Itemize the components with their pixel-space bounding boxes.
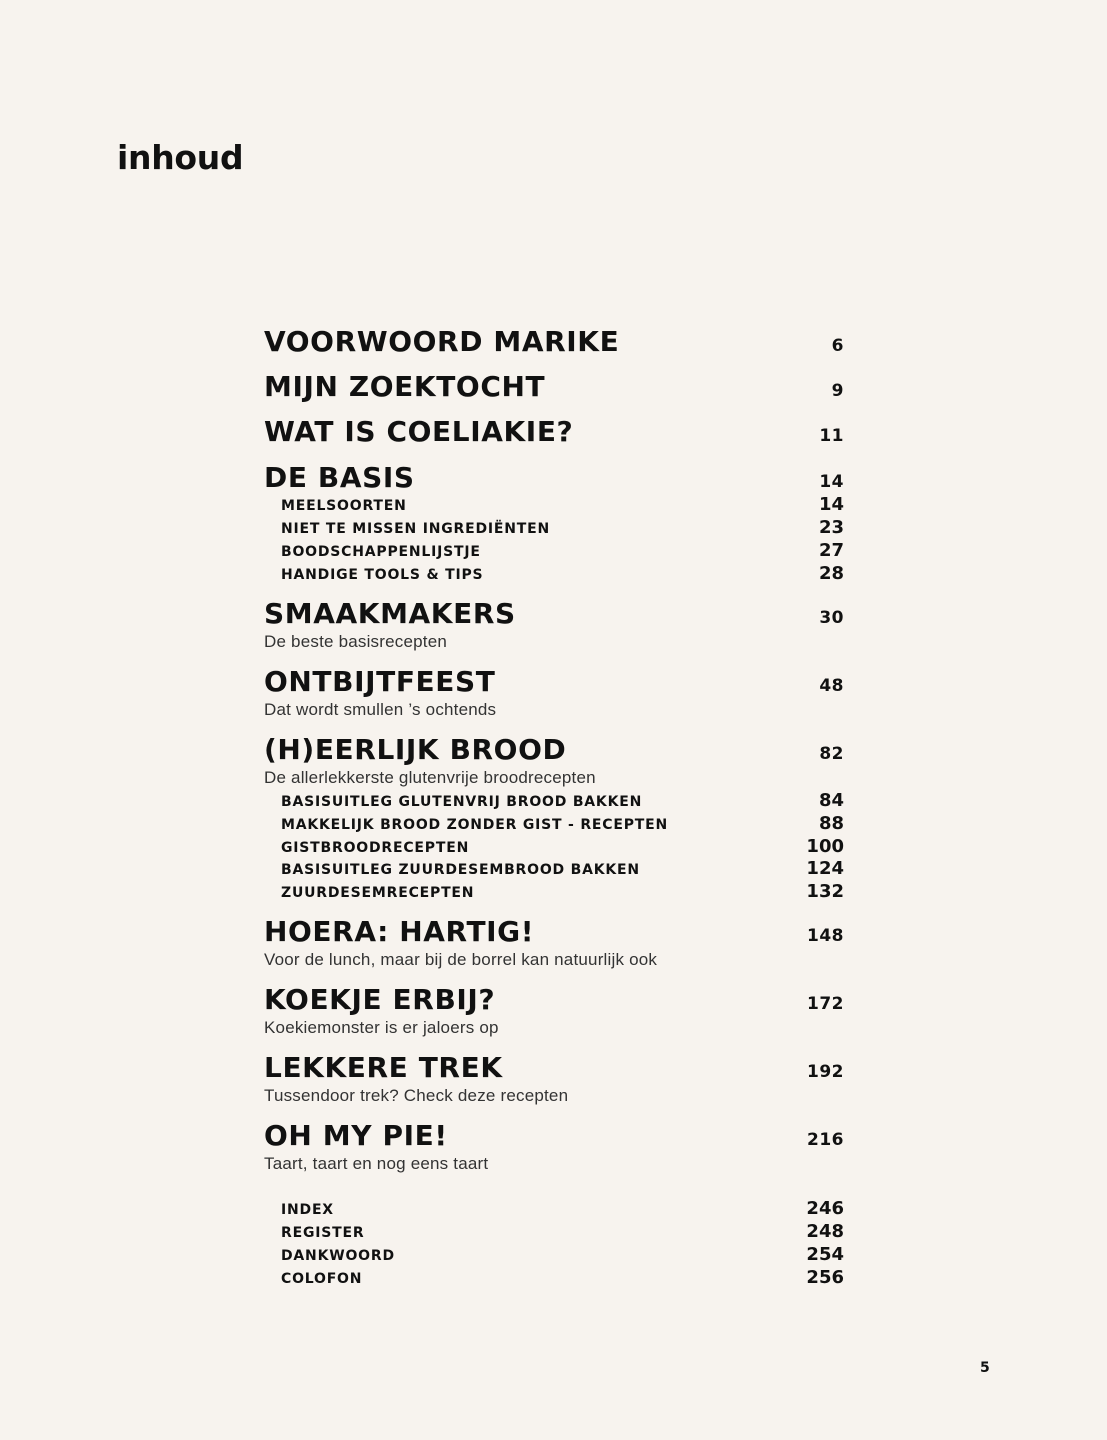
toc-subentry[interactable] xyxy=(281,813,844,836)
toc-subentry-title: ZUURDESEMRECEPTEN xyxy=(281,885,475,901)
toc-entry[interactable] xyxy=(264,914,844,950)
toc-backmatter-page: 248 xyxy=(806,1221,844,1242)
toc-subentry-page: 88 xyxy=(818,813,844,834)
toc-entry[interactable] xyxy=(264,324,844,360)
toc-subentry-title: MEELSOORTEN xyxy=(281,498,407,514)
toc-subentry-title: GISTBROODRECEPTEN xyxy=(281,840,470,856)
toc-backmatter-entry[interactable] xyxy=(281,1244,844,1267)
toc-entry-page: 14 xyxy=(819,472,844,492)
toc-entry-title: MIJN ZOEKTOCHT xyxy=(264,370,546,403)
toc-subentry-title: MAKKELIJK BROOD ZONDER GIST - RECEPTEN xyxy=(281,817,669,833)
toc-subentry-title: BOODSCHAPPENLIJSTJE xyxy=(281,544,481,560)
toc-entry-title: DE BASIS xyxy=(264,461,415,494)
toc-subentry-title: HANDIGE TOOLS & TIPS xyxy=(281,567,484,583)
toc-entry-page: 48 xyxy=(819,676,844,696)
toc-entry-subtitle: Voor de lunch, maar bij de borrel kan natuurlijk ook xyxy=(264,950,658,969)
toc-backmatter-entry[interactable] xyxy=(281,1267,844,1290)
toc-entry-page: 11 xyxy=(819,426,844,446)
toc-subentry[interactable] xyxy=(281,790,844,813)
toc-entry-subtitle: Taart, taart en nog eens taart xyxy=(264,1154,489,1173)
toc-backmatter-title: REGISTER xyxy=(281,1225,365,1241)
toc-backmatter-entry[interactable] xyxy=(281,1198,844,1221)
toc-entry[interactable] xyxy=(264,664,844,700)
toc-backmatter-entry[interactable] xyxy=(281,1221,844,1244)
toc-entry-title: (H)EERLIJK BROOD xyxy=(264,733,567,766)
toc-entry-page: 30 xyxy=(819,608,844,628)
toc-subentry-page: 23 xyxy=(818,517,844,538)
toc-backmatter-page: 246 xyxy=(806,1198,844,1219)
toc-entry-subtitle: De allerlekkerste glutenvrije broodrecepten xyxy=(264,768,596,787)
toc-subentry[interactable] xyxy=(281,836,844,859)
table-of-contents xyxy=(264,0,844,1440)
page-number: 5 xyxy=(980,1360,990,1376)
toc-subentry-title: BASISUITLEG GLUTENVRIJ BROOD BAKKEN xyxy=(281,794,643,810)
toc-backmatter-title: DANKWOORD xyxy=(281,1248,395,1264)
toc-subentry-page: 124 xyxy=(806,858,844,879)
toc-subentry[interactable] xyxy=(281,494,844,517)
toc-subentry[interactable] xyxy=(281,563,844,586)
toc-entry[interactable] xyxy=(264,369,844,405)
toc-entry-subtitle: Koekiemonster is er jaloers op xyxy=(264,1018,499,1037)
toc-subentry[interactable] xyxy=(281,858,844,881)
toc-entry[interactable] xyxy=(264,460,844,496)
toc-entry-page: 9 xyxy=(831,381,844,401)
toc-subentry[interactable] xyxy=(281,540,844,563)
toc-entry-title: LEKKERE TREK xyxy=(264,1051,503,1084)
toc-entry[interactable] xyxy=(264,414,844,450)
toc-entry[interactable] xyxy=(264,982,844,1018)
toc-entry-title: SMAAKMAKERS xyxy=(264,597,516,630)
toc-entry-page: 172 xyxy=(807,994,844,1014)
toc-entry-subtitle: De beste basisrecepten xyxy=(264,632,448,651)
toc-subentry[interactable] xyxy=(281,517,844,540)
toc-subentry-page: 28 xyxy=(818,563,844,584)
toc-entry[interactable] xyxy=(264,1118,844,1154)
toc-subentry-title: NIET TE MISSEN INGREDIËNTEN xyxy=(281,521,551,537)
toc-entry-title: OH MY PIE! xyxy=(264,1119,448,1152)
toc-backmatter-page: 254 xyxy=(806,1244,844,1265)
toc-entry-page: 148 xyxy=(807,926,844,946)
toc-entry[interactable] xyxy=(264,596,844,632)
toc-backmatter-title: COLOFON xyxy=(281,1271,363,1287)
toc-backmatter-page: 256 xyxy=(806,1267,844,1288)
toc-backmatter-title: INDEX xyxy=(281,1202,334,1218)
page-title: inhoud xyxy=(117,138,244,177)
toc-subentry[interactable] xyxy=(281,881,844,904)
toc-subentry-title: BASISUITLEG ZUURDESEMBROOD BAKKEN xyxy=(281,862,640,878)
toc-entry-subtitle: Tussendoor trek? Check deze recepten xyxy=(264,1086,569,1105)
toc-subentry-page: 100 xyxy=(806,836,844,857)
toc-entry-page: 192 xyxy=(807,1062,844,1082)
toc-subentry-page: 132 xyxy=(806,881,844,902)
toc-entry-title: VOORWOORD MARIKE xyxy=(264,325,620,358)
toc-entry-title: WAT IS COELIAKIE? xyxy=(264,415,574,448)
toc-entry-page: 82 xyxy=(819,744,844,764)
toc-subentry-page: 14 xyxy=(818,494,844,515)
toc-entry-title: ONTBIJTFEEST xyxy=(264,665,496,698)
toc-entry[interactable] xyxy=(264,1050,844,1086)
toc-subentry-page: 84 xyxy=(818,790,844,811)
toc-entry-page: 216 xyxy=(807,1130,844,1150)
toc-entry-title: HOERA: HARTIG! xyxy=(264,915,535,948)
toc-entry-subtitle: Dat wordt smullen ’s ochtends xyxy=(264,700,497,719)
toc-entry-page: 6 xyxy=(831,336,844,356)
toc-entry-title: KOEKJE ERBIJ? xyxy=(264,983,496,1016)
toc-entry[interactable] xyxy=(264,732,844,768)
toc-subentry-page: 27 xyxy=(818,540,844,561)
